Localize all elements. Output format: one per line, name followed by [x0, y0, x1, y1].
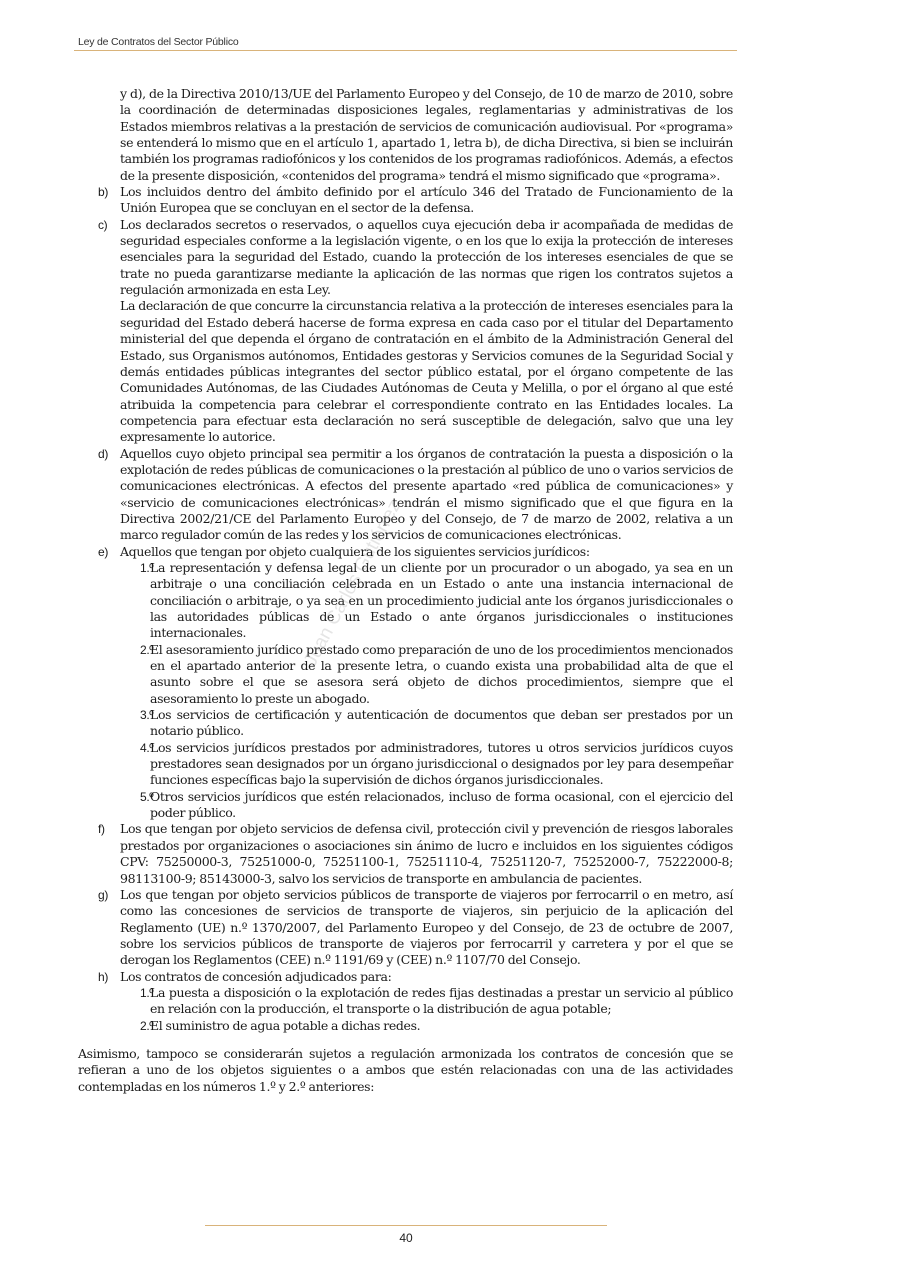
- list-label: d): [98, 446, 108, 461]
- list-text: Los que tengan por objeto servicios de defensa civil, protección civil y prevención de riesgos laborales prestados por organizaciones o asociaciones sin ánimo de lucro e incluidos en los siguientes códigos CPV: 75250000-3, 75251000-0, 75251100-1, 75251110-4, 75251120-7, 75252000-7, 75222000-8; 98113100-9; 85143000-3, salvo los servicios de transporte en ambulancia de pacientes.: [120, 821, 733, 886]
- list-text: Aquellos que tengan por objeto cualquiera de los siguientes servicios jurídicos:: [120, 543, 590, 559]
- list-text: Los declarados secretos o reservados, o aquellos cuya ejecución deba ir acompañada de medidas de seguridad especiales conforme a la legislación vigente, o en los que lo exija la protección de intereses esenciales para la seguridad del Estado, cuando la protección de los intereses esenciales de que se trate no pueda garantizarse mediante la aplicación de las normas que rigen los contratos sujetos a regulación armonizada en esta Ley.: [120, 216, 733, 298]
- sub-label: 2.º: [140, 642, 154, 657]
- list-label: b): [98, 185, 108, 200]
- document-body: [78, 86, 733, 1095]
- list-label: f): [98, 822, 105, 837]
- list-label: h): [98, 969, 108, 984]
- list-label: g): [98, 887, 108, 902]
- list-text: Los contratos de concesión adjudicados para:: [120, 968, 392, 984]
- sub-label: 5.º: [140, 789, 154, 804]
- header-divider: [74, 50, 737, 51]
- list-text: Los que tengan por objeto servicios públicos de transporte de viajeros por ferrocarril o en metro, así como las concesiones de servicios de transporte de viajeros, sin perjuicio de la aplicación del Reglamento (UE) n.º 1370/2007, del Parlamento Europeo y del Consejo, de 23 de octubre de 2007, sobre los servicios públicos de transporte de viajeros por ferrocarril y carretera y por el que se derogan los Reglamentos (CEE) n.º 1191/69 y (CEE) n.º 1107/70 del Consejo.: [120, 886, 733, 968]
- sub-item: [120, 560, 733, 642]
- sub-text: Los servicios jurídicos prestados por administradores, tutores u otros servicios jurídicos cuyos prestadores sean designados por un órgano jurisdiccional o designados por ley para desempeñar funciones específicas bajo la supervisión de dichos órganos jurisdiccionales.: [150, 739, 733, 788]
- sub-text: Los servicios de certificación y autenticación de documentos que deban ser prestados por un notario público.: [150, 707, 733, 739]
- sub-label: 2.º: [140, 1018, 154, 1033]
- sub-item: [120, 642, 733, 707]
- footer-divider: [205, 1225, 607, 1226]
- sub-text: La representación y defensa legal de un cliente por un procurador o un abogado, ya sea en un arbitraje o una conciliación celebrada en un Estado o ante una instancia internacional de conciliación o arbitraje, o ya sea en un procedimiento judicial ante los órganos jurisdiccionales o las autoridades públicas de un Estado o ante órganos jurisdiccionales o instituciones internacionales.: [150, 559, 733, 641]
- list-item-e: [78, 544, 733, 822]
- sub-label: 1.º: [140, 560, 154, 575]
- sub-item: [120, 789, 733, 822]
- sub-label: 3.º: [140, 708, 154, 723]
- sub-text: El asesoramiento jurídico prestado como preparación de uno de los procedimientos mencionados en el apartado anterior de la presente letra, o cuando exista una probabilidad alta de que el asunto sobre el que se asesora será objeto de dichos procedimientos, siempre que el asesoramiento lo preste un abogado.: [150, 641, 733, 706]
- intro-continuation: y d), de la Directiva 2010/13/UE del Parlamento Europeo y del Consejo, de 10 de marzo de 2010, sobre la coordinación de determinadas disposiciones legales, reglamentarias y administrativas de los Estados miembros relativas a la prestación de servicios de comunicación audiovisual. Por «programa» se entenderá lo mismo que en el artículo 1, apartado 1, letra b), de dicha Directiva, si bien se incluirán también los programas radiofónicos y los contenidos de los programas radiofónicos. Además, a efectos de la presente disposición, «contenidos del programa» tendrá el mismo significado que «programa».: [120, 86, 733, 183]
- sub-text: El suministro de agua potable a dichas redes.: [150, 1017, 421, 1033]
- list-label: e): [98, 544, 108, 559]
- sub-item: [120, 985, 733, 1018]
- list-item-f: [78, 821, 733, 886]
- sub-item: [120, 740, 733, 789]
- list-text: Aquellos cuyo objeto principal sea permitir a los órganos de contratación la puesta a disposición o la explotación de redes públicas de comunicaciones o la prestación al público de uno o varios servicios de comunicaciones electrónicas. A efectos del presente apartado «red pública de comunicaciones» y «servicio de comunicaciones electrónicas» tendrán el mismo significado que el que figura en la Directiva 2002/21/CE del Parlamento Europeo y del Consejo, de 7 de marzo de 2002, relativa a un marco regulador común de las redes y los servicios de comunicaciones electrónicas.: [120, 445, 733, 543]
- watermark: Juan Carlos Gutiérrez: [300, 496, 406, 670]
- sub-item: [120, 707, 733, 740]
- list-text: Los incluidos dentro del ámbito definido por el artículo 346 del Tratado de Funcionamiento de la Unión Europea que se concluyan en el sector de la defensa.: [120, 184, 733, 216]
- list-label: c): [98, 217, 108, 232]
- closing-paragraph: Asimismo, tampoco se considerarán sujetos a regulación armonizada los contratos de concesión que se refieran a uno de los objetos siguientes o a ambos que estén relacionadas con una de las actividades contempladas en los números 1.º y 2.º anteriores:: [78, 1045, 733, 1094]
- list-item-d: [78, 446, 733, 544]
- page-number: 40: [399, 1231, 413, 1245]
- sub-label: 4.º: [140, 740, 154, 755]
- list-item-c: [78, 217, 733, 446]
- sub-item: [120, 1018, 733, 1034]
- sub-text: La puesta a disposición o la explotación de redes fijas destinadas a prestar un servicio al público en relación con la producción, el transporte o la distribución de agua potable;: [150, 984, 733, 1017]
- list-item-g: [78, 887, 733, 969]
- list-item-b: [78, 184, 733, 217]
- list-item-h: [78, 969, 733, 1034]
- sub-text: Otros servicios jurídicos que estén relacionados, incluso de forma ocasional, con el ejercicio del poder público.: [150, 788, 733, 821]
- sub-label: 1.º: [140, 985, 154, 1000]
- running-header: Ley de Contratos del Sector Público: [78, 36, 239, 48]
- list-text-secondary: La declaración de que concurre la circunstancia relativa a la protección de intereses esenciales para la seguridad del Estado deberá hacerse de forma expresa en cada caso por el titular del Departamento ministerial del que dependa el órgano de contratación en el ámbito de la Administración General del Estado, sus Organismos autónomos, Entidades gestoras y Servicios comunes de la Seguridad Social y demás entidades públicas integrantes del sector público estatal, por el órgano competente de las Comunidades Autónomas, de las Ciudades Autónomas de Ceuta y Melilla, o por el órgano al que esté atribuida la competencia para celebrar el correspondiente contrato en las Entidades locales. La competencia para efectuar esta declaración no será susceptible de delegación, salvo que una ley expresamente lo autorice.: [120, 298, 733, 445]
